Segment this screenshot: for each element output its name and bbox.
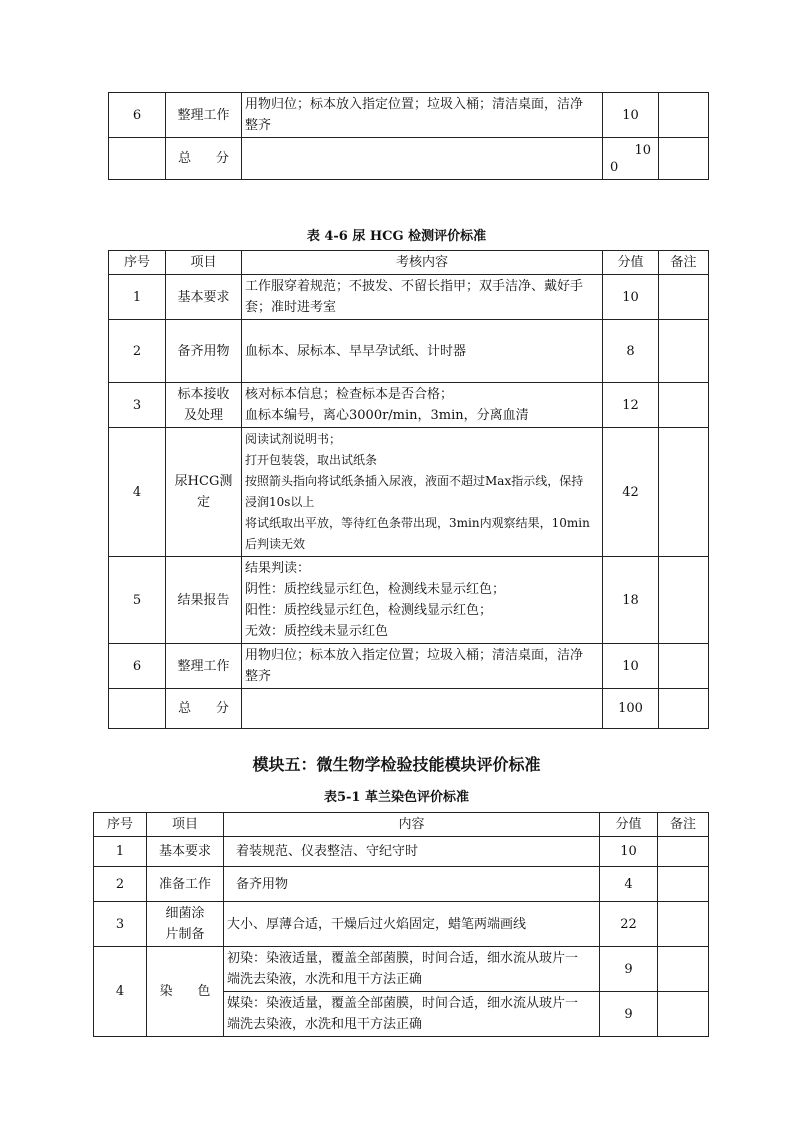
- row-number: 6: [109, 93, 166, 138]
- header-item: 项目: [147, 813, 224, 837]
- continued-table: [108, 92, 709, 180]
- row-content: 用物归位；标本放入指定位置；垃圾入桶；清洁桌面，洁净 整齐: [242, 93, 603, 138]
- header-row: [109, 251, 709, 275]
- total-label: 总 分: [166, 138, 242, 180]
- table-row: 1 基本要求 着装规范、仪表整洁、守纪守时 10: [94, 837, 709, 867]
- module-title: 模块五：微生物学检验技能模块评价标准: [252, 755, 541, 774]
- table-row: 媒染：染液适量，覆盖全部菌膜，时间合适，细水流从玻片一 端洗去染液，水洗和甩干方法正确 9: [94, 992, 709, 1037]
- row-score: 10: [603, 93, 659, 138]
- header-content: 考核内容: [242, 251, 603, 275]
- header-content: 内容: [224, 813, 600, 837]
- table-row: 1 基本要求 工作服穿着规范；不披发、不留长指甲；双手洁净、戴好手 套；准时进考室 10: [109, 275, 709, 320]
- header-note: 备注: [659, 251, 709, 275]
- table-4-6: [108, 250, 709, 729]
- row-item: 整理工作: [166, 93, 242, 138]
- total-row: [109, 138, 709, 180]
- header-note: 备注: [658, 813, 709, 837]
- header-no: 序号: [109, 251, 166, 275]
- header-row: [94, 813, 709, 837]
- stain-item: 染 色: [147, 947, 224, 1037]
- table-row: 2 备齐用物 血标本、尿标本、早早孕试纸、计时器 8: [109, 320, 709, 383]
- table-row: 2 准备工作 备齐用物 4: [94, 867, 709, 902]
- total-label: 总 分: [166, 689, 242, 729]
- table-row: 5 结果报告 结果判读： 阴性：质控线显示红色，检测线未显示红色； 阳性：质控线显示红色，检测线显示红色； 无效：质控线未显示红色 18: [109, 557, 709, 644]
- table-row: [109, 93, 709, 138]
- total-row: [109, 689, 709, 729]
- table-row: 3 细菌涂 片制备 大小、厚薄合适，干燥后过火焰固定，蜡笔两端画线 22: [94, 902, 709, 947]
- table-row: 3 标本接收 及处理 核对标本信息；检查标本是否合格； 血标本编号，离心3000r/min，3min，分离血清 12: [109, 383, 709, 428]
- header-score: 分值: [603, 251, 659, 275]
- header-score: 分值: [600, 813, 658, 837]
- table-row: 4 尿HCG测 定 阅读试剂说明书； 打开包装袋，取出试纸条 按照箭头指向将试纸条插入尿液，液面不超过Max指示线，保持 浸润10s以上 将试纸取出平放，等待红色条带出现，3min内观察结果，10min 后判读无效 42: [109, 428, 709, 557]
- table-4-6-caption: 表 4-6 尿 HCG 检测评价标准: [306, 229, 487, 244]
- table-row: 4 染 色 初染：染液适量，覆盖全部菌膜，时间合适，细水流从玻片一 端洗去染液，水洗和甩干方法正确 9: [94, 947, 709, 992]
- table-5-1-caption: 表5-1 革兰染色评价标准: [323, 790, 469, 805]
- row-note: [659, 93, 709, 138]
- header-item: 项目: [166, 251, 242, 275]
- table-5-1: [93, 812, 709, 1037]
- total-score: 10 0: [603, 138, 659, 180]
- table-row: 6 整理工作 用物归位；标本放入指定位置；垃圾入桶；清洁桌面，洁净 整齐 10: [109, 644, 709, 689]
- total-score: 100: [603, 689, 659, 729]
- header-no: 序号: [94, 813, 147, 837]
